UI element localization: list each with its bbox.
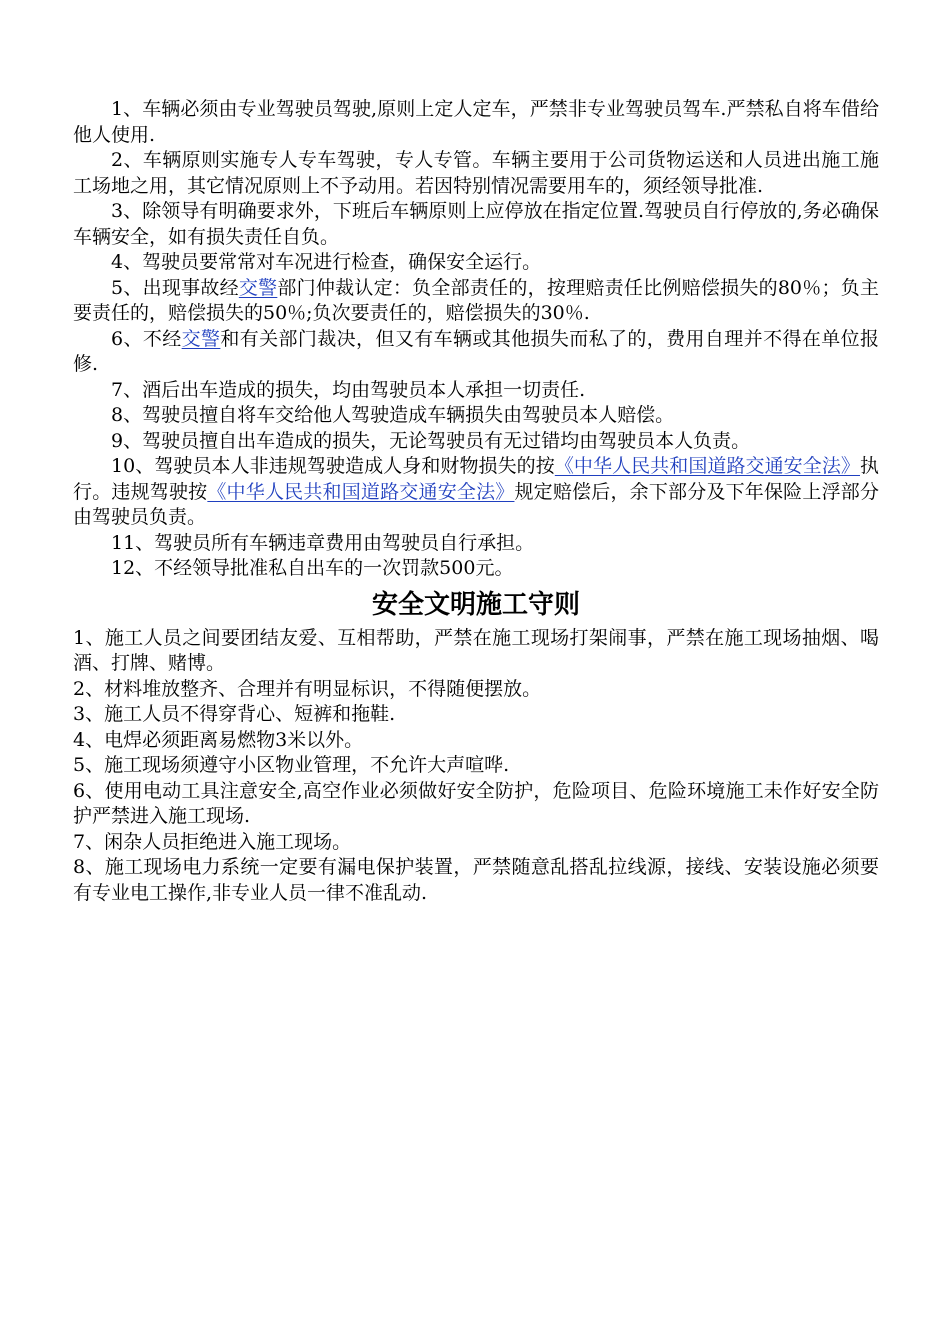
construction-rule-item: 5、施工现场须遵守小区物业管理，不允许大声喧哗. (73, 754, 510, 776)
inline-link[interactable]: 《中华人民共和国道路交通安全法》 (207, 480, 515, 503)
construction-rule-item: 8、施工现场电力系统一定要有漏电保护装置，严禁随意乱搭乱拉线源，接线、安装设施必须要有专业电工操作,非专业人员一律不准乱动. (73, 856, 879, 904)
vehicle-rule-item (73, 148, 879, 199)
vehicle-rule-item (73, 531, 879, 557)
vehicle-rule-item (73, 556, 879, 582)
rule-text: 6、不经 (111, 327, 182, 350)
rule-text: 8、驾驶员擅自将车交给他人驾驶造成车辆损失由驾驶员本人赔偿。 (111, 404, 675, 426)
vehicle-rule-item (73, 97, 879, 148)
construction-rule-item: 7、闲杂人员拒绝进入施工现场。 (73, 830, 352, 853)
vehicle-rule-item (73, 276, 879, 327)
rule-text: 9、驾驶员擅自出车造成的损失，无论驾驶员有无过错均由驾驶员本人负责。 (111, 429, 751, 452)
rule-text: 10、驾驶员本人非违规驾驶造成人身和财物损失的按 (111, 455, 555, 477)
vehicle-rule-item (73, 454, 879, 531)
inline-link[interactable]: 交警 (238, 276, 278, 299)
construction-rule-item: 1、施工人员之间要团结友爱、互相帮助，严禁在施工现场打架闹事，严禁在施工现场抽烟、喝酒、打牌、赌博。 (73, 626, 879, 674)
vehicle-rules-list (73, 97, 879, 582)
construction-rule-item: 6、使用电动工具注意安全,高空作业必须做好安全防护，危险项目、危险环境施工未作好安全防护严禁进入施工现场. (73, 779, 879, 827)
inline-link[interactable]: 交警 (181, 327, 221, 350)
document-page (73, 97, 879, 906)
vehicle-rule-item (73, 250, 879, 276)
construction-rule-item: 3、施工人员不得穿背心、短裤和拖鞋. (73, 703, 396, 725)
section-heading: 安全文明施工守则 (371, 589, 580, 620)
construction-rule-item: 4、电焊必须距离易燃物3米以外。 (73, 728, 364, 751)
rule-text: 3、除领导有明确要求外，下班后车辆原则上应停放在指定位置.驾驶员自行停放的,务必确保车辆安全，如有损失责任自负。 (73, 200, 879, 248)
rule-text: 执行。违规驾驶按 (73, 455, 879, 503)
vehicle-rule-item (73, 403, 879, 429)
rule-text: 部门仲裁认定：负全部责任的，按理赔责任比例赔偿损失的80％；负主要责任的，赔偿损失的50％;负次要责任的，赔偿损失的30％. (73, 276, 879, 324)
rule-text: 2、车辆原则实施专人专车驾驶，专人专管。车辆主要用于公司货物运送和人员进出施工施工场地之用，其它情况原则上不予动用。若因特别情况需要用车的，须经领导批准. (73, 149, 879, 197)
rule-text: 11、驾驶员所有车辆违章费用由驾驶员自行承担。 (111, 531, 535, 554)
rule-text: 4、驾驶员要常常对车况进行检查，确保安全运行。 (111, 251, 542, 273)
rule-text: 规定赔偿后，余下部分及下年保险上浮部分由驾驶员负责。 (73, 480, 879, 528)
construction-rules-list (73, 626, 879, 907)
inline-link[interactable]: 《中华人民共和国道路交通安全法》 (554, 455, 860, 477)
vehicle-rule-item (73, 327, 879, 378)
vehicle-rule-item (73, 429, 879, 455)
vehicle-rule-item (73, 378, 879, 404)
rule-text: 和有关部门裁决，但又有车辆或其他损失而私了的，费用自理并不得在单位报修. (73, 327, 879, 375)
rule-text: 12、不经领导批准私自出车的一次罚款500元。 (111, 557, 514, 579)
vehicle-rule-item (73, 199, 879, 250)
rule-text: 7、酒后出车造成的损失，均由驾驶员本人承担一切责任. (111, 378, 586, 401)
construction-rule-item: 2、材料堆放整齐、合理并有明显标识，不得随便摆放。 (73, 677, 542, 700)
rule-text: 1、车辆必须由专业驾驶员驾驶,原则上定人定车，严禁非专业驾驶员驾车.严禁私自将车借给他人使用. (73, 98, 879, 146)
rule-text: 5、出现事故经 (111, 276, 239, 299)
